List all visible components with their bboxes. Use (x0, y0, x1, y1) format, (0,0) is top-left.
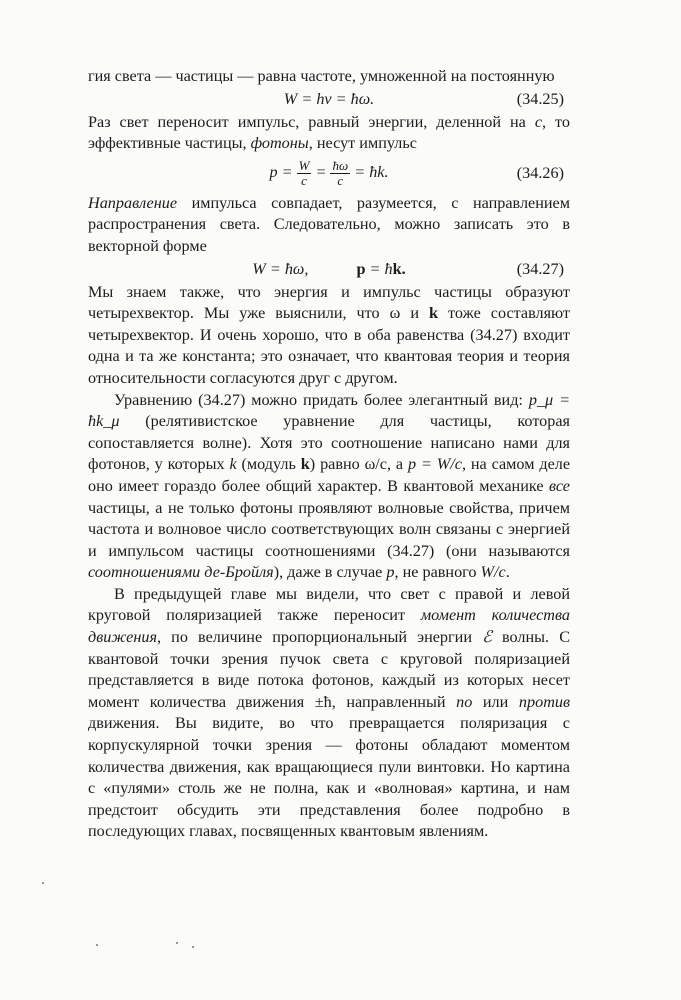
equation-34-27: W = ħω, p = ħk. (34.27) (88, 258, 570, 282)
paragraph-direction: Направление импульса совпадает, разумеется, с направлением распространения света. Следовательно, можно записать это в векторной форме (88, 193, 570, 255)
equation-number: (34.27) (516, 259, 564, 278)
scan-speck (192, 946, 194, 948)
equation-34-26: p = $\frac{W}{c}$ = $\frac{ħ\omega}{c}$ = ħk. (34.26) (269, 158, 564, 189)
page-text (88, 66, 570, 843)
paragraph-de-broglie: Уравнению (34.27) можно придать более элегантный вид: p_μ = ħk_μ (релятивистское уравнение для частицы, которая сопоставляется волне). Хотя это соотношение написано нами для фотонов, у которых k (модуль k) равно ω/c, а p = W/c, на самом деле оно имеет гораздо более общий характер. В квантовой механике все частицы, а не только фотоны проявляют волновые свойства, причем частота и волновое число соответствующих волн связаны с энергией и импульсом частицы соотношениями (34.27) (они называются соотношениями де-Бройля), даже в случае p, не равного W/c. (88, 390, 571, 582)
scan-speck (42, 882, 44, 884)
equation-34-25: W = hν = ħω. (34.25) (88, 88, 570, 112)
paragraph-1-intro: гия света — частицы — равна частоте, умноженной на постоянную (88, 67, 555, 85)
paragraph-momentum: Раз свет переносит импульс, равный энергии, деленной на c, то эффективные частицы, фотоны, несут импульс (88, 112, 570, 153)
equation-number: (34.25) (516, 89, 564, 108)
fraction: $\frac{ħ\omega}{c}$ (332, 158, 349, 189)
scan-speck (96, 944, 98, 946)
fraction: $\frac{W}{c}$ (298, 158, 310, 189)
scan-speck (176, 942, 178, 944)
equation-number: (34.26) (516, 163, 564, 182)
paragraph-four-vector: Мы знаем также, что энергия и импульс частицы образуют четырехвектор. Мы уже выяснили, что ω и k тоже составляют четырехвектор. И очень хорошо, что в оба равенства (34.27) входит одна и та же константа; это означает, что квантовая теория и теория относительности согласуются друг с другом. (88, 282, 570, 387)
paragraph-polarization: В предыдущей главе мы видели, что свет с правой и левой круговой поляризацией также переносит момент количества движения, по величине пропорциональный энергии ℰ волны. С квантовой точки зрения пучок света с круговой поляризацией представляется в виде потока фотонов, каждый из которых несет момент количества движения ±ħ, направленный по или против движения. Вы видите, во что превращается поляризация с корпускулярной точки зрения — фотоны обладают моментом количества движения, как вращающиеся пули винтовки. Но картина с «пулями» столь же не полна, как и «волновая» картина, и нам предстоит обсудить эти представления более подробно в последующих главах, посвященных квантовым явлениям. (88, 584, 571, 841)
